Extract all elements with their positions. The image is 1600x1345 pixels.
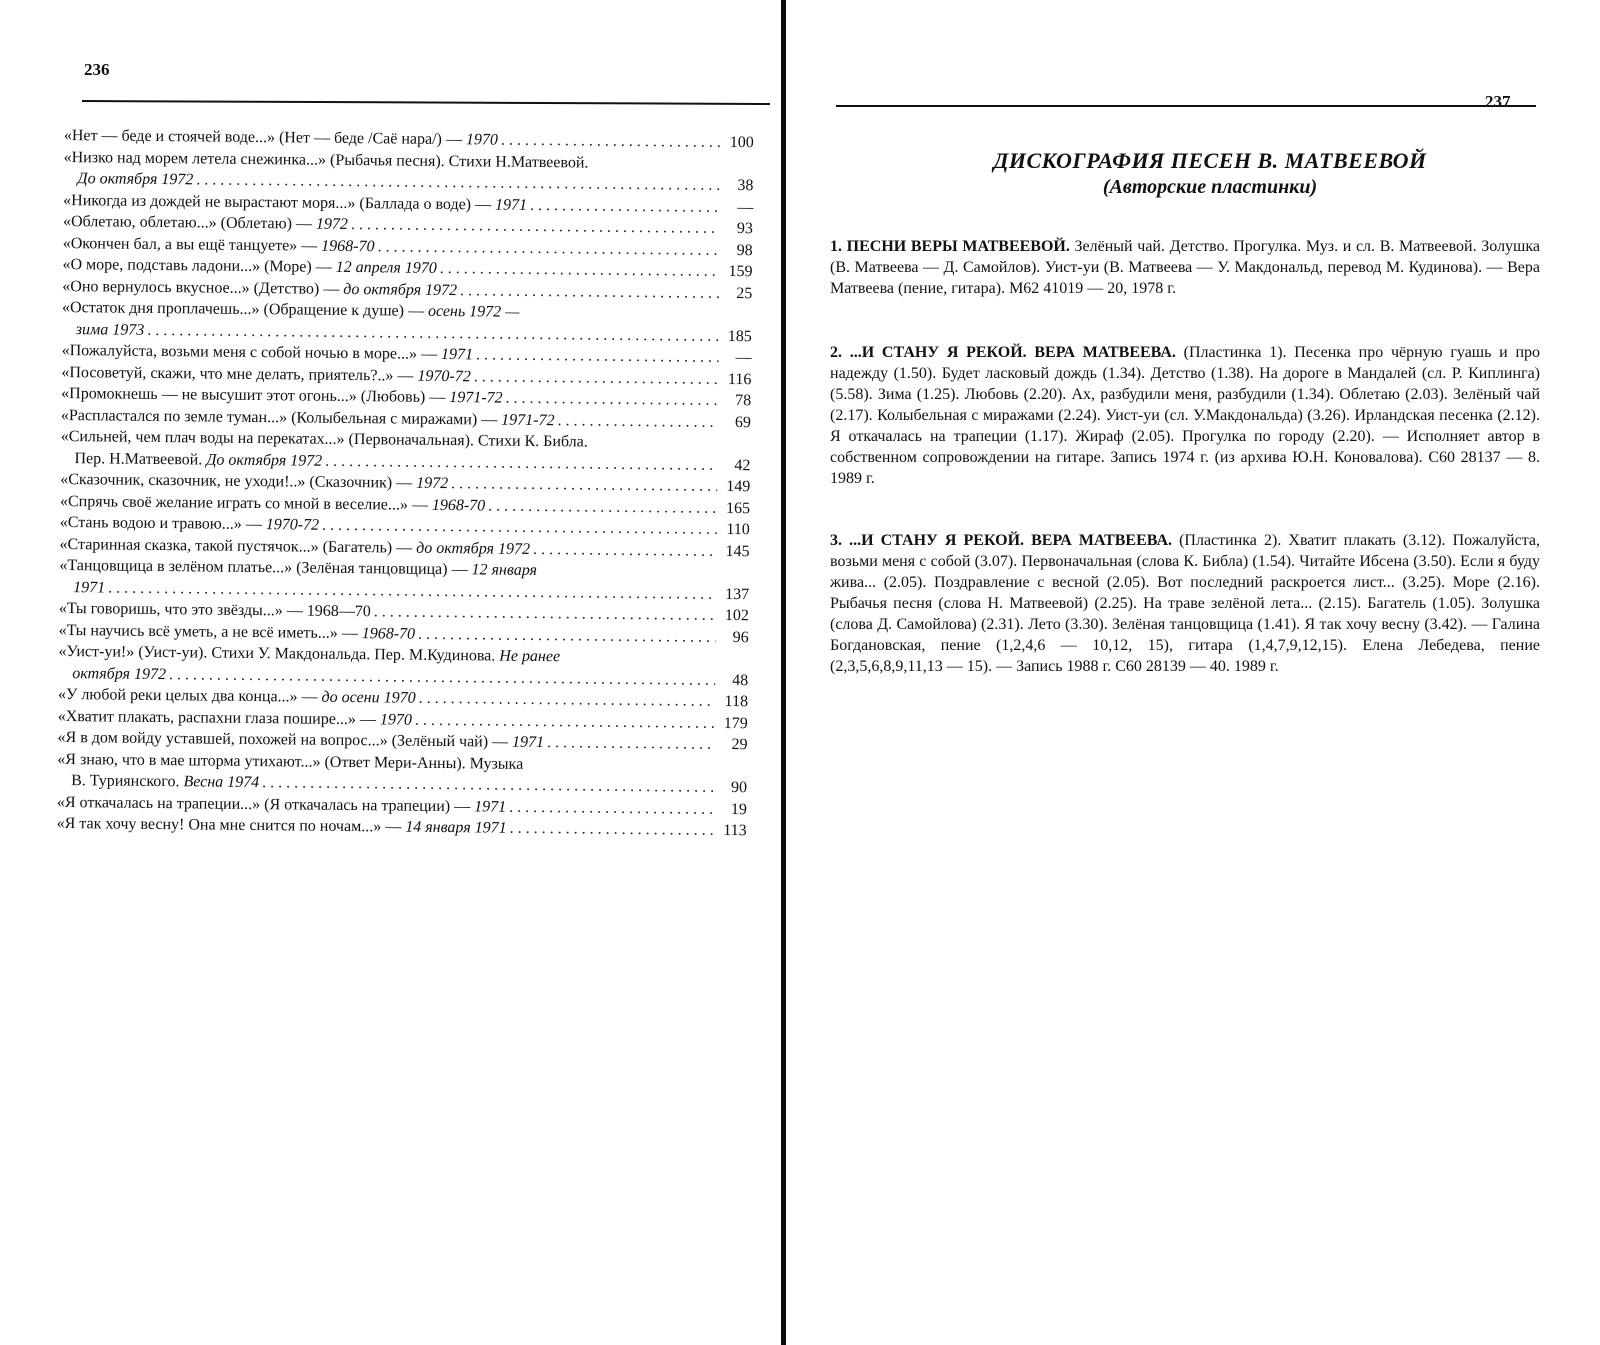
entry-text: [77, 168, 193, 191]
entry-title: «Хватит плакать, распахни глаза пошире...» —: [57, 707, 380, 728]
entry-page-number: 69: [734, 413, 752, 431]
entry-title: «Сильней, чем плач воды на перекатах...» (Первоначальная). Стихи К. Библа.: [60, 427, 588, 451]
entry-page-number: —: [737, 198, 754, 216]
entry-date: осень 1972 —: [427, 302, 520, 321]
record-body: (Пластинка 1). Песенка про чёрную гуашь и про надежду (1.50). Будет ласковый дождь (1.34). Детство (1.38). На дороге в Мандалей (сл. Р. Киплинга) (5.58). Зима (1.25). Любовь (2.20). Ах, разбудили меня, разбудили (1.34). Облетаю (2.03). Зелёный чай (2.17). Колыбельная с миражами (2.24). Уист-уи (сл. У.Макдональда) (3.26). Ирландская песенка (2.12). Я откачалась на трапеции (1.17). Жираф (2.05). Прогулка по городу (2.20). — Исполняет автор в собственном сопровождении на гитаре. Запись 1974 г. (из архива Ю.Н. Коновалова). С60 28137 — 8. 1989 г.: [830, 344, 1540, 487]
dot-leader: [419, 688, 716, 713]
entry-date: 1971: [73, 578, 106, 596]
entry-title: «У любой реки целых два конца...» —: [57, 685, 322, 706]
record-heading: 3. ...И СТАНУ Я РЕКОЙ. ВЕРА МАТВЕЕВА.: [830, 532, 1172, 549]
entry-page-number: 98: [736, 241, 753, 259]
entry-date: 1971: [494, 196, 528, 214]
entry-text: [73, 577, 105, 599]
entry-date: 12 апреля 1970: [335, 258, 437, 277]
record-entry: [830, 342, 1540, 489]
entry-title: «Танцовщица в зелёном платье...» (Зелёная танцовщица) —: [59, 556, 472, 579]
dot-leader: [505, 388, 718, 412]
index-entry: [62, 297, 752, 347]
entry-date: До октября 1972: [77, 170, 194, 189]
entry-date: 1970: [379, 710, 412, 729]
entry-date: 1971: [440, 345, 474, 364]
entry-date: 1968-70: [431, 496, 486, 514]
entry-date: 1971-72: [449, 389, 503, 407]
entry-title: «Пожалуйста, возьми меня с собой ночью в море...» —: [61, 341, 442, 363]
book-gutter: [781, 0, 786, 1345]
entry-page-number: 118: [724, 692, 749, 711]
entry-page-number: 149: [726, 477, 751, 496]
entry-text: [63, 211, 348, 235]
index-entry: [57, 748, 747, 798]
record-body: (Пластинка 2). Хватит плакать (3.12). Пожалуйста, возьми меня с собой (3.07). Первоначальная (слова К. Библа) (1.54). Читайте Ибсена (3.50). Если я буду жива... (2.05). Поздравление с весной (2.05). Вот последний раскроется лист... (3.25). Море (2.16). Рыбачья песня (слова Н. Матвеевой) (2.25). На траве зелёной лета... (2.15). Багатель (1.05). Золушка (слова Д. Самойлова) (2.31). Лето (3.30). Зелёная танцовщица (1.41). Я так хочу весну (3.42). — Галина Богдановская, пение (1,2,4,6 — 10,12, 15), гитара (1,4,7,9,12,15). Елена Лебедева, пение (2,3,5,6,8,9,11,13 — 15). — Запись 1988 г. С60 28139 — 40. 1989 г.: [830, 532, 1540, 675]
entry-title: «Стань водою и травою...» —: [59, 513, 266, 534]
dot-leader: [418, 623, 716, 648]
entry-date: 12 января: [471, 561, 538, 579]
dot-leader: [476, 344, 719, 368]
entry-page-number: 48: [732, 671, 749, 689]
right-page: [800, 0, 1600, 1345]
entry-title: «Сказочник, сказочник, не уходи!..» (Сказочник) —: [60, 470, 417, 492]
entry-date: 1971: [474, 797, 507, 816]
dot-leader: [451, 473, 717, 497]
entry-date: 1971: [512, 733, 545, 752]
record-entry: [830, 236, 1540, 299]
entry-title: «Я так хочу весну! Она мне снится по ночам...» —: [56, 814, 406, 836]
entry-title: «Нет — беде и стоячей воде...» (Нет — беде /Саё нара/) —: [63, 126, 467, 149]
entry-text: [76, 319, 145, 341]
left-page: [0, 0, 780, 1345]
entry-page-number: 165: [725, 499, 751, 517]
entry-date: 1970-72: [265, 516, 320, 534]
dot-leader: [557, 410, 718, 433]
discography-title: ДИСКОГРАФИЯ ПЕСЕН В. МАТВЕЕВОЙ: [993, 148, 1427, 173]
dot-leader: [415, 709, 715, 734]
dot-leader: [530, 194, 720, 217]
entry-title: «Я откачалась на трапеции...» (Я откачалась на трапеции) —: [56, 793, 475, 815]
entry-title: «Ты говоришь, что это звёзды...» — 1968—70: [58, 599, 371, 621]
page-number: 236: [84, 60, 110, 79]
entry-date: до октября 1972: [343, 280, 458, 299]
dot-leader: [440, 258, 720, 282]
entry-title: «Я в дом войду уставшей, похожей на вопрос...» (Зелёный чай) —: [57, 728, 513, 751]
entry-page-number: 137: [725, 585, 750, 603]
dot-leader: [460, 280, 719, 304]
entry-title: «Никогда из дождей не вырастают моря...» (Баллада о воде) —: [63, 191, 496, 214]
entry-title: «Оно вернулось вкусное...» (Детство) —: [62, 277, 344, 298]
entry-page-number: 113: [723, 821, 747, 840]
entry-date: 1968-70: [361, 624, 416, 643]
entry-date: октября 1972: [72, 664, 167, 683]
entry-title: «Старинная сказка, такой пустячок...» (Багатель) —: [59, 535, 417, 557]
entry-text: [74, 448, 322, 472]
index-entry: [59, 555, 749, 605]
index-entry: [60, 426, 750, 476]
entry-page-number: 38: [737, 177, 754, 195]
entry-date: 1970: [465, 131, 499, 149]
dot-leader: [509, 796, 714, 820]
entry-date: До октября 1972: [206, 451, 323, 470]
entry-date: до осени 1970: [321, 688, 416, 707]
entry-text: [72, 663, 166, 685]
entry-title: «Ты научись всё уметь, а не всё иметь...» —: [58, 621, 362, 642]
entry-page-number: 29: [731, 736, 748, 754]
dot-leader: [547, 732, 715, 755]
dot-leader: [501, 130, 721, 154]
entry-title: «Распластался по земле туман...» (Колыбельная с миражами) —: [60, 406, 502, 429]
entry-title: «Промокнешь — не высушит этот огонь...» (Любовь) —: [61, 384, 450, 407]
header-rule: [82, 100, 770, 105]
entry-title: «Окончен бал, а вы ещё танцуете» —: [62, 234, 322, 255]
entry-page-number: 42: [734, 456, 751, 474]
song-index: [57, 125, 754, 842]
entry-page-number: 110: [726, 520, 750, 539]
entry-title: «Я знаю, что в мае шторма утихают...» (Ответ Мери-Анны). Музыка: [57, 750, 524, 773]
discography-subtitle: (Авторские пластинки): [1102, 176, 1318, 198]
entry-title: В. Туриянского.: [71, 772, 184, 791]
entry-page-number: 78: [735, 392, 752, 410]
entry-date: до октября 1972: [416, 539, 531, 558]
entry-title: «Уист-уи!» (Уист-уи). Стихи У. Макдональда. Пер. М.Кудинова.: [58, 642, 500, 665]
dot-leader: [510, 818, 714, 842]
entry-date: 1972: [416, 474, 449, 493]
entry-date: 1972: [315, 215, 349, 233]
entry-title: Пер. Н.Матвеевой.: [74, 449, 207, 469]
entry-date: 1968-70: [321, 237, 375, 255]
entry-page-number: —: [735, 349, 752, 367]
dot-leader: [533, 538, 717, 561]
entry-page-number: 19: [730, 800, 747, 818]
entry-title: «О море, подставь ладони...» (Море) —: [62, 255, 336, 276]
entry-date: зима 1973: [75, 320, 145, 339]
entry-page-number: 100: [729, 133, 754, 152]
dot-leader: [488, 495, 717, 519]
entry-page-number: 159: [728, 262, 753, 281]
entry-title: «Низко над морем летела снежинка...» (Рыбачья песня). Стихи Н.Матвеевой.: [63, 148, 589, 171]
header-rule: [836, 105, 1536, 107]
entry-text: [57, 813, 507, 839]
entry-title: «Остаток дня проплачешь...» (Обращение к душе) —: [61, 298, 429, 320]
entry-title: «Облетаю, облетаю...» (Облетаю) —: [62, 212, 317, 233]
entry-page-number: 185: [727, 327, 752, 345]
index-entry: [63, 146, 753, 196]
entry-text: [71, 770, 259, 793]
entry-title: «Спрячь своё желание играть со мной в веселие...» —: [59, 492, 432, 514]
record-body: Зелёный чай. Детство. Прогулка. Муз. и сл. В. Матвеевой. Золушка (В. Матвеева — Д. Самойлов). Уист-уи (В. Матвеева — У. Макдональд, перевод М. Кудинова). — Вера Матвеева (пение, гитара). М62 41019 — 20, 1978 г.: [830, 238, 1541, 297]
page-number: 237: [1485, 92, 1511, 111]
section-title: [930, 148, 1490, 199]
entry-page-number: 96: [732, 628, 749, 646]
record-heading: 2. ...И СТАНУ Я РЕКОЙ. ВЕРА МАТВЕЕВА.: [830, 344, 1176, 361]
entry-date: 1971-72: [501, 411, 555, 429]
entry-page-number: 93: [736, 220, 754, 238]
entry-date: Не ранее: [499, 647, 561, 666]
entry-title: «Посоветуй, скажи, что мне делать, приятель?..» —: [61, 363, 418, 385]
entry-page-number: 102: [724, 606, 749, 625]
entry-text: [60, 512, 319, 536]
record-heading: 1. ПЕСНИ ВЕРЫ МАТВЕЕВОЙ.: [830, 238, 1070, 255]
entry-page-number: 179: [723, 714, 748, 732]
index-entry: [58, 641, 748, 691]
entry-page-number: 25: [736, 284, 753, 302]
record-entry: [830, 530, 1540, 677]
entry-page-number: 90: [731, 779, 748, 797]
entry-date: 1970-72: [417, 367, 471, 385]
entry-date: 14 января 1971: [405, 818, 507, 837]
entry-date: Весна 1974: [183, 773, 260, 792]
dot-leader: [474, 366, 719, 390]
entry-page-number: 145: [725, 542, 750, 560]
entry-page-number: 116: [727, 370, 752, 388]
